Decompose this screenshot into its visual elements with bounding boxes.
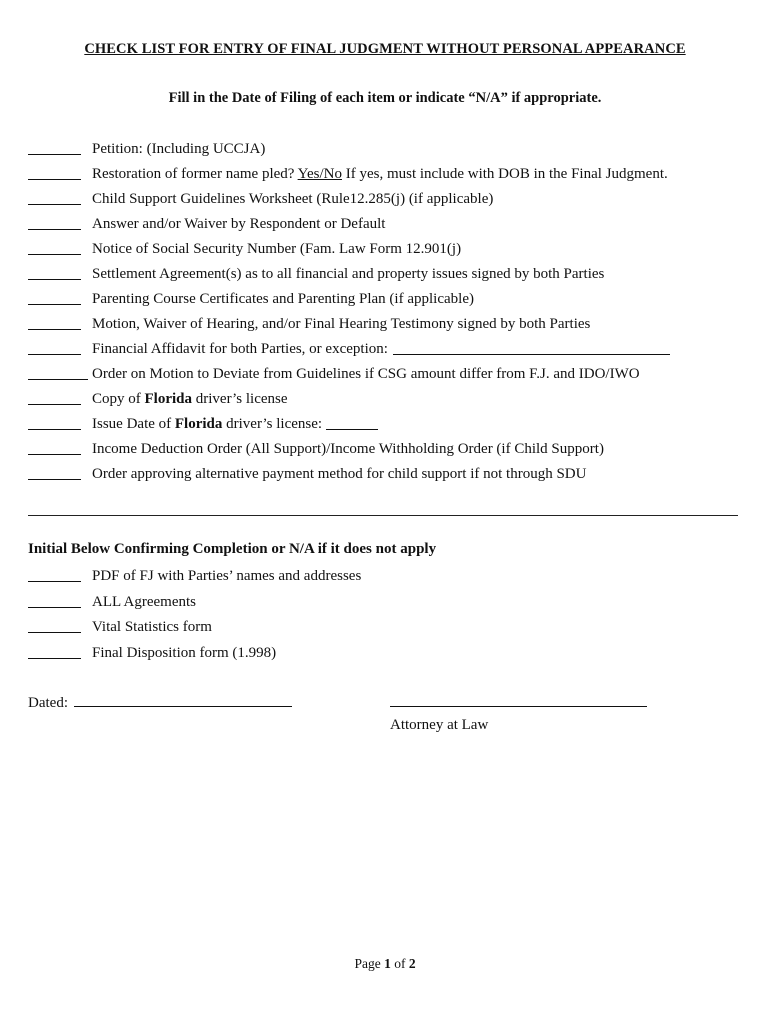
item-label: Order approving alternative payment method for child support if not through SDU <box>92 466 587 482</box>
date-blank[interactable] <box>28 439 81 455</box>
attorney-label: Attorney at Law <box>390 717 489 733</box>
checklist-item-parenting-course <box>28 289 748 314</box>
checklist-item-settlement-agreement <box>28 264 748 289</box>
item-label: Child Support Guidelines Worksheet (Rule12.285(j) (if applicable) <box>92 191 494 207</box>
item-label: ALL Agreements <box>92 593 196 610</box>
item-label: Settlement Agreement(s) as to all financial and property issues signed by both Parties <box>92 266 605 282</box>
initial-blank[interactable] <box>28 592 81 608</box>
checklist-item-license-issue-date <box>28 414 748 439</box>
date-blank[interactable] <box>28 214 81 230</box>
date-blank[interactable] <box>28 414 81 430</box>
item-label-prefix: Restoration of former name pled? <box>92 166 298 182</box>
date-blank[interactable] <box>28 139 81 155</box>
completion-item-pdf-fj <box>28 566 748 592</box>
item-label: Order on Motion to Deviate from Guidelines if CSG amount differ from F.J. and IDO/IWO <box>92 366 640 382</box>
dated-blank[interactable] <box>74 691 292 707</box>
section-divider <box>28 515 738 516</box>
date-blank[interactable] <box>28 339 81 355</box>
checklist-item-motion-waiver <box>28 314 748 339</box>
of-word: of <box>394 956 406 971</box>
page-word: Page <box>354 956 381 971</box>
date-blank[interactable] <box>28 364 88 380</box>
item-label: Notice of Social Security Number (Fam. Law Form 12.901(j) <box>92 241 462 257</box>
date-blank[interactable] <box>28 389 81 405</box>
date-blank[interactable] <box>28 189 81 205</box>
item-label <box>92 164 668 184</box>
item-label <box>92 389 288 409</box>
attorney-signature-line[interactable] <box>390 706 647 707</box>
item-label: Petition: (Including UCCJA) <box>92 141 266 157</box>
item-label <box>92 414 322 434</box>
yes-no-option: Yes/No <box>297 166 342 182</box>
date-blank[interactable] <box>28 164 81 180</box>
checklist-item-drivers-license-copy <box>28 389 748 414</box>
dated-field <box>28 691 292 712</box>
date-blank[interactable] <box>28 239 81 255</box>
total-pages: 2 <box>408 956 416 971</box>
checklist-item-financial-affidavit <box>28 339 748 364</box>
date-blank[interactable] <box>28 289 81 305</box>
checklist-item-income-deduction-order <box>28 439 748 464</box>
dated-label: Dated: <box>28 695 68 711</box>
instructions-text: Fill in the Date of Filing of each item or indicate “N/A” if appropriate. <box>168 90 602 106</box>
checklist-item-petition <box>28 139 748 164</box>
completion-item-vital-statistics <box>28 617 748 643</box>
filing-checklist <box>28 139 748 489</box>
checklist-item-ssn-notice <box>28 239 748 264</box>
item-label: Vital Statistics form <box>92 619 212 635</box>
document-title: CHECK LIST FOR ENTRY OF FINAL JUDGMENT WITHOUT PERSONAL APPEARANCE <box>84 41 686 57</box>
current-page: 1 <box>384 956 391 971</box>
page-number <box>0 956 770 972</box>
item-label-prefix: Issue Date of <box>92 416 175 432</box>
item-label-suffix: If yes, must include with DOB in the Final Judgment. <box>341 166 668 182</box>
item-label: Final Disposition form (1.998) <box>92 644 277 661</box>
initial-blank[interactable] <box>28 643 81 659</box>
issue-date-blank[interactable] <box>326 414 378 430</box>
state-name: Florida <box>144 391 192 407</box>
completion-item-final-disposition <box>28 643 748 669</box>
exception-blank[interactable] <box>393 339 670 355</box>
initial-blank[interactable] <box>28 566 81 582</box>
item-label-suffix: driver’s license <box>192 391 288 407</box>
item-label: PDF of FJ with Parties’ names and addresses <box>92 568 362 584</box>
checklist-item-deviation-order <box>28 364 748 389</box>
item-label: Financial Affidavit for both Parties, or exception: <box>92 341 388 357</box>
checklist-item-name-restoration <box>28 164 748 189</box>
date-blank[interactable] <box>28 464 81 480</box>
item-label: Answer and/or Waiver by Respondent or Default <box>92 216 386 232</box>
date-blank[interactable] <box>28 264 81 280</box>
checklist-item-answer-waiver <box>28 214 748 239</box>
date-blank[interactable] <box>28 314 81 330</box>
initial-blank[interactable] <box>28 617 81 633</box>
item-label-prefix: Copy of <box>92 391 145 407</box>
item-label: Motion, Waiver of Hearing, and/or Final Hearing Testimony signed by both Parties <box>92 316 591 332</box>
item-label-suffix: driver’s license: <box>222 416 323 432</box>
state-name: Florida <box>174 416 223 432</box>
completion-item-agreements <box>28 592 748 618</box>
checklist-item-alternative-payment <box>28 464 748 489</box>
completion-heading: Initial Below Confirming Completion or N/A if it does not apply <box>28 541 437 557</box>
checklist-item-child-support-worksheet <box>28 189 748 214</box>
item-label: Income Deduction Order (All Support)/Income Withholding Order (if Child Support) <box>92 441 604 457</box>
completion-checklist <box>28 566 748 668</box>
item-label: Parenting Course Certificates and Parenting Plan (if applicable) <box>92 291 474 307</box>
